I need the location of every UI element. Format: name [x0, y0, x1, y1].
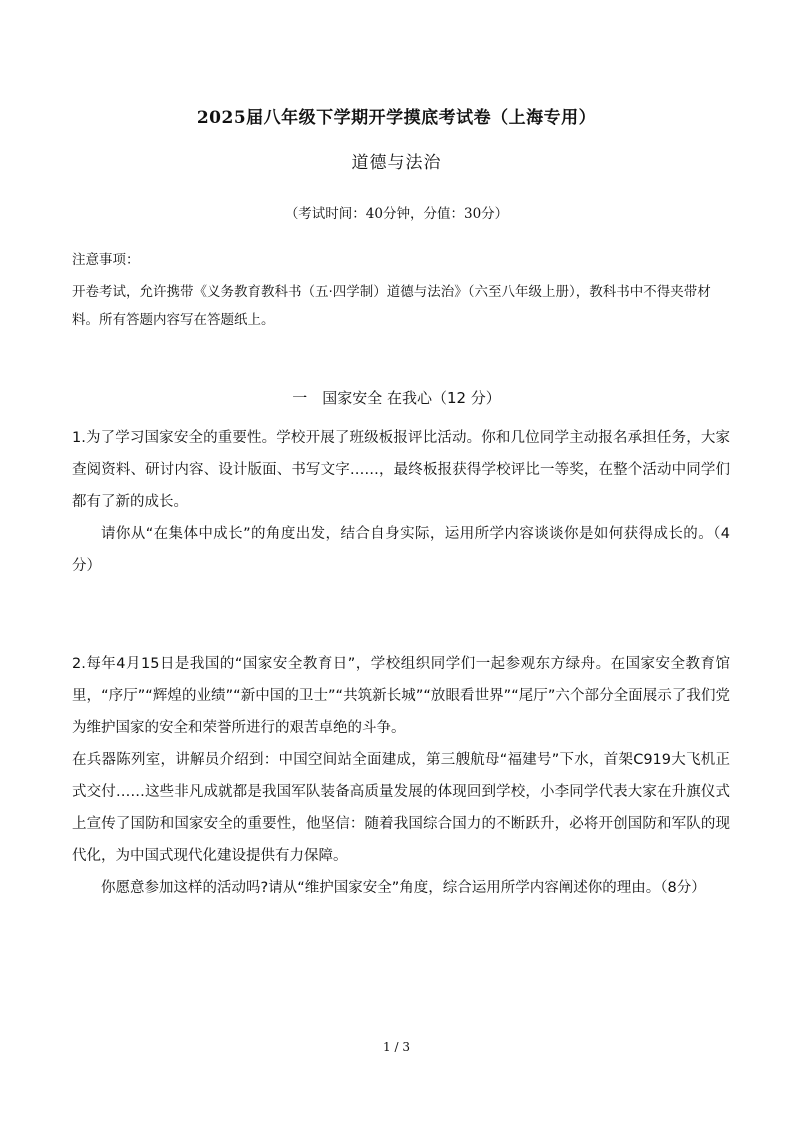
page-number: 1 / 3 — [383, 1040, 410, 1054]
exam-title: 2025届八年级下学期开学摸底考试卷（上海专用） — [196, 108, 597, 128]
question-1-prompt: 请你从“在集体中成长”的角度出发，结合自身实际，运用所学内容谈谈你是如何获得成长的。（4分） — [72, 526, 730, 574]
notice-title: 注意事项： — [72, 252, 140, 268]
question-2 — [72, 648, 730, 904]
question-1 — [72, 422, 730, 582]
subject-title: 道德与法治 — [351, 153, 442, 173]
exam-info: （考试时间：40分钟，分值：30分） — [284, 206, 509, 222]
question-1-stem: 1.为了学习国家安全的重要性。学校开展了班级板报评比活动。你和几位同学主动报名承担任务，大家查阅资料、研讨内容、设计版面、书写文字……，最终板报获得学校评比一等奖，在整个活动中同学们都有了新的成长。 — [72, 430, 730, 510]
notice-body: 开卷考试，允许携带《义务教育教科书（五·四学制）道德与法治》（六至八年级上册），教科书中不得夹带材料。所有答题内容写在答题纸上。 — [72, 284, 711, 328]
question-2-material: 在兵器陈列室，讲解员介绍到：中国空间站全面建成，第三艘航母“福建号”下水，首架C919大飞机正式交付……这些非凡成就都是我国军队装备高质量发展的体现回到学校，小李同学代表大家在升旗仪式上宣传了国防和国家安全的重要性，他坚信：随着我国综合国力的不断跃升，必将开创国防和军队的现代化，为中国式现代化建设提供有力保障。 — [72, 752, 730, 864]
section-heading: 一 国家安全 在我心（12 分） — [292, 389, 501, 407]
question-2-stem: 2.每年4月15日是我国的“国家安全教育日”，学校组织同学们一起参观东方绿舟。在国家安全教育馆里，“序厅”“辉煌的业绩”“新中国的卫士”“共筑新长城”“放眼看世界”“尾厅”六个部分全面展示了我们党为维护国家的安全和荣誉所进行的艰苦卓绝的斗争。 — [72, 656, 730, 736]
question-2-prompt: 你愿意参加这样的活动吗?请从“维护国家安全”角度，综合运用所学内容阐述你的理由。（8分） — [101, 880, 706, 896]
